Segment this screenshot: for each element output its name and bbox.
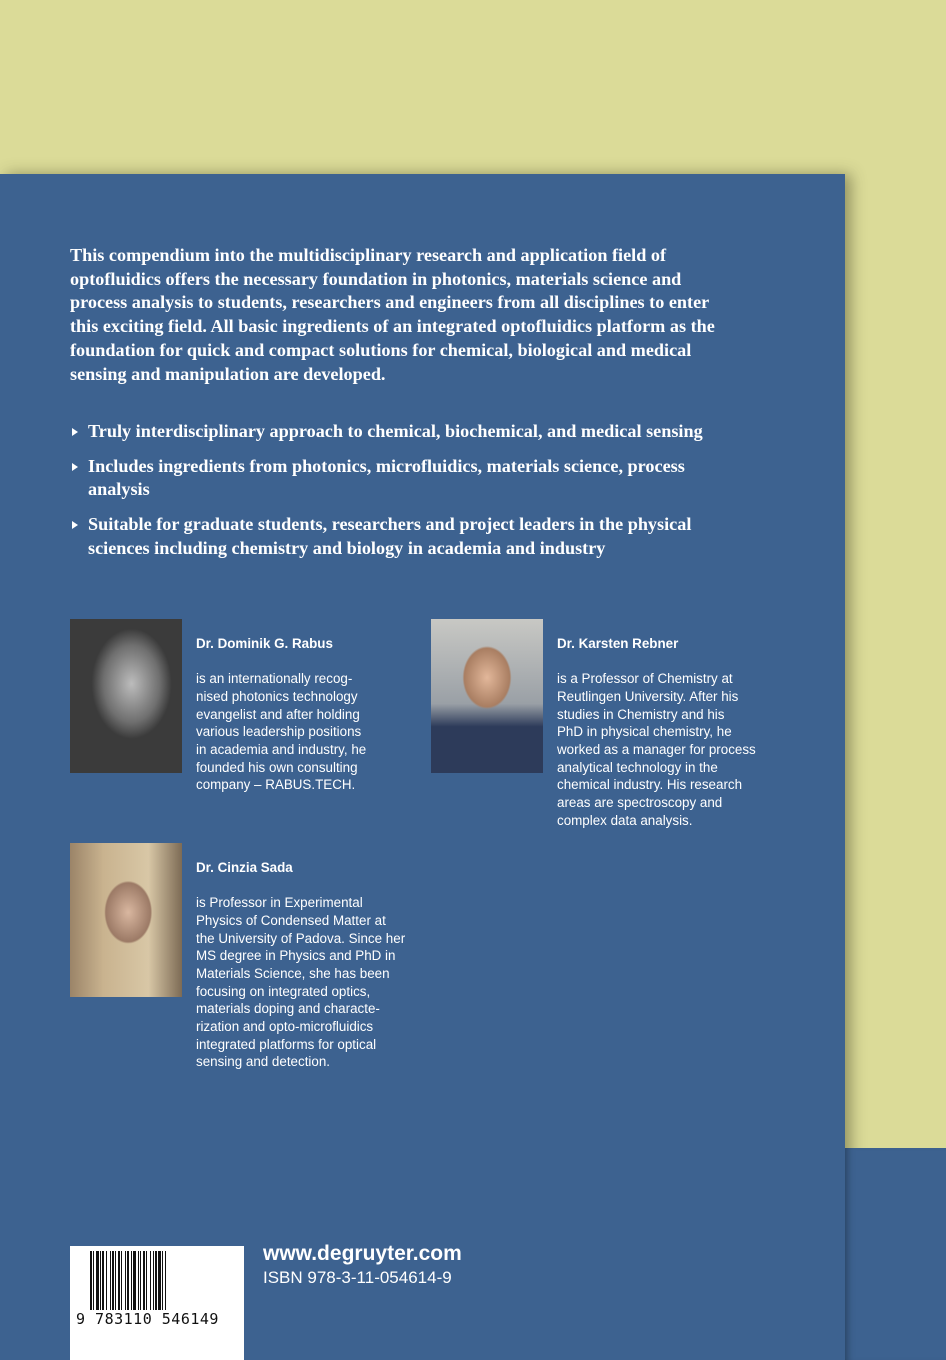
bullet-triangle-icon [72,463,78,471]
author-bio: is Professor in Experimental Physics of Condensed Matter at the University of Padova. Since her MS degree in Physics and PhD in Materials Science, she has been focusing on integrated optics, materials doping and characte- rization and opto-microfluidics integrated platforms for optical sensing and detection. [196,895,406,1070]
author-photo [431,619,543,773]
author-name: Dr. Dominik G. Rabus [196,635,333,651]
isbn-barcode [70,1246,244,1360]
spine-strip [845,1148,946,1360]
author-bio: is a Professor of Chemistry at Reutlingen University. After his studies in Chemistry and his PhD in physical chemistry, he worked as a manager for process analytical technology in the chemical industry. His research areas are spectroscopy and complex data analysis. [557,671,756,828]
author-bio-block [196,841,446,1071]
author-bio: is an internationally recog- nised photonics technology evangelist and after holding various leadership positions in academia and industry, he founded his own consulting company – RABUS.TECH. [196,671,367,793]
publisher-url[interactable]: www.degruyter.com [263,1242,462,1265]
bullet-triangle-icon [72,428,78,436]
bullet-triangle-icon [72,521,78,529]
feature-item [70,513,810,560]
feature-text: Includes ingredients from photonics, microfluidics, materials science, process analysis [88,455,685,500]
feature-item [70,455,810,502]
feature-list [70,420,810,572]
feature-item [70,420,810,444]
feature-text: Truly interdisciplinary approach to chemical, biochemical, and medical sensing [88,421,703,441]
author-photo [70,843,182,997]
author-bio-block [557,617,807,829]
author-name: Dr. Cinzia Sada [196,859,293,875]
book-description: This compendium into the multidisciplinary research and application field of optofluidics offers the necessary foundation in photonics, materials science and process analysis to students, researchers and engineers from all disciplines to enter this exciting field. All basic ingredients of an integrated optofluidics platform as the foundation for quick and compact solutions for chemical, biological and medical sensing and manipulation are developed. [70,245,715,384]
isbn-text: ISBN 978-3-11-054614-9 [263,1268,452,1287]
author-photo [70,619,182,773]
author-name: Dr. Karsten Rebner [557,635,679,651]
feature-text: Suitable for graduate students, researchers and project leaders in the physical sciences including chemistry and biology in academia and industry [88,514,692,558]
author-bio-block [196,617,426,794]
barcode-digits: 9 783110 546149 [76,1310,219,1328]
